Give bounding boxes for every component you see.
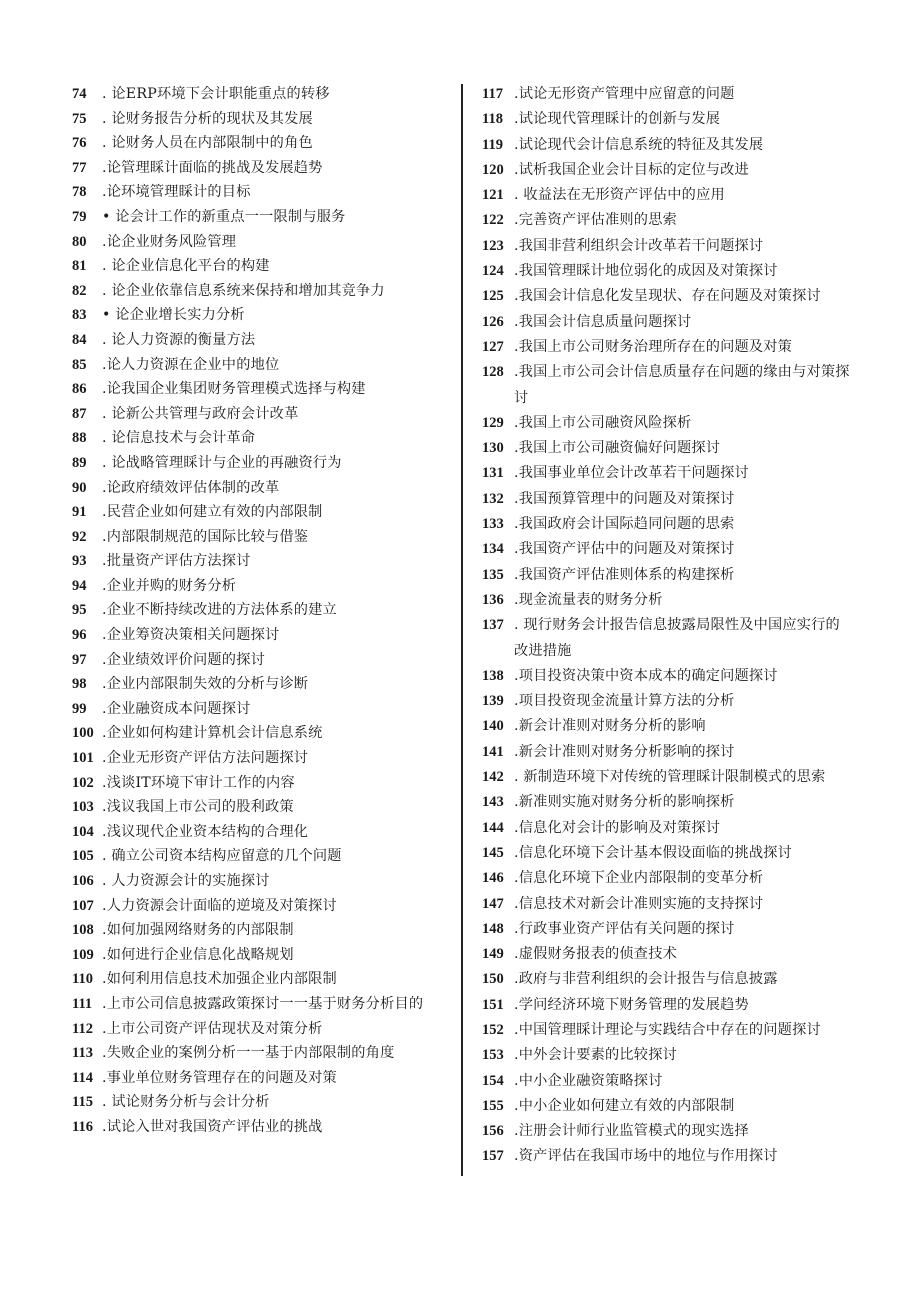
item-title: .论我国企业集团财务管理模式选择与构建 (102, 381, 366, 398)
item-title: .我国事业单位会计改革若干问题探讨 (514, 465, 749, 482)
list-item (72, 451, 452, 476)
item-title: .论管理睬计面临的挑战及发展趋势 (102, 159, 323, 176)
item-number: 137 (482, 617, 504, 634)
item-title: .如何加强网络财务的内部限制 (102, 922, 294, 939)
list-item (482, 1144, 854, 1169)
list-item (72, 426, 452, 451)
item-title: .现金流量表的财务分析 (514, 591, 663, 608)
list-item (72, 1066, 452, 1091)
list-item (72, 230, 452, 255)
item-title: .浅谈IT环境下审计工作的内容 (102, 774, 295, 791)
item-title: .事业单位财务管理存在的问题及对策 (102, 1069, 337, 1086)
list-item (482, 158, 854, 183)
list-item (72, 844, 452, 869)
item-title: .企业绩效评价问题的探讨 (102, 651, 265, 668)
item-title: . 论新公共管理与政府会计改革 (102, 405, 299, 422)
list-item (72, 623, 452, 648)
item-title: .中外会计要素的比较探讨 (514, 1047, 677, 1064)
list-item (72, 771, 452, 796)
item-title: .信息化环境下企业内部限制的变革分析 (514, 870, 764, 887)
item-number: 87 (72, 405, 87, 422)
item-title: .我国资产评估中的问题及对策探讨 (514, 541, 735, 558)
item-number: 124 (482, 263, 504, 280)
item-number: 127 (482, 338, 504, 355)
item-title: .完善资产评估准则的思索 (514, 212, 677, 229)
item-number: 157 (482, 1148, 504, 1165)
item-number: 138 (482, 667, 504, 684)
list-item (482, 436, 854, 461)
item-number: 77 (72, 159, 87, 176)
list-item (482, 917, 854, 942)
item-number: 126 (482, 313, 504, 330)
list-item (72, 328, 452, 353)
item-number: 130 (482, 440, 504, 457)
item-title: .我国上市公司财务治理所存在的问题及对策 (514, 338, 793, 355)
list-item (72, 82, 452, 107)
item-title: .学问经济环境下财务管理的发展趋势 (514, 996, 749, 1013)
item-title: .企业不断持续改进的方法体系的建立 (102, 602, 337, 619)
item-number: 97 (72, 651, 87, 668)
item-number: 114 (72, 1069, 93, 1086)
item-number: 136 (482, 591, 504, 608)
item-number: 115 (72, 1094, 93, 1111)
item-title: . 论财务人员在内部限制中的角色 (102, 135, 313, 152)
list-item (482, 512, 854, 537)
item-title: .我国会计信息化发呈现状、存在问题及对策探讨 (514, 288, 821, 305)
item-number: 119 (482, 136, 503, 153)
item-number: 133 (482, 516, 504, 533)
list-item (482, 942, 854, 967)
item-title: .项目投资现金流量计算方法的分析 (514, 693, 735, 710)
list-item (72, 525, 452, 550)
item-number: 98 (72, 676, 87, 693)
item-number: 101 (72, 750, 94, 767)
item-number: 117 (482, 86, 503, 102)
item-number: 90 (72, 479, 87, 496)
item-title: .信息技术对新会计准则实施的支持探讨 (514, 895, 764, 912)
list-item (482, 1094, 854, 1119)
item-title: .上市公司信息披露政策探讨一一基于财务分析目的 (102, 995, 424, 1012)
item-number: 78 (72, 184, 87, 201)
item-title: .失败企业的案例分析一一基于内部限制的角度 (102, 1045, 395, 1062)
item-number: 131 (482, 465, 504, 482)
item-title: .资产评估在我国市场中的地位与作用探讨 (514, 1148, 778, 1165)
item-number: 96 (72, 627, 87, 644)
item-number: 153 (482, 1047, 504, 1064)
item-title: .我国预算管理中的问题及对策探讨 (514, 490, 735, 507)
item-title: .我国资产评估准则体系的构建探析 (514, 566, 735, 583)
list-item (482, 107, 854, 132)
item-number: 93 (72, 553, 87, 570)
item-title: • 论会计工作的新重点一一限制与服务 (102, 208, 346, 225)
item-number: 76 (72, 135, 87, 152)
item-title: .论企业财务风险管理 (102, 233, 237, 250)
item-number: 108 (72, 922, 94, 939)
item-title: .试论现代会计信息系统的特征及其发展 (514, 136, 764, 153)
list-item (482, 284, 854, 309)
list-item (72, 721, 452, 746)
item-number: 154 (482, 1072, 504, 1089)
item-title: .政府与非营利组织的会计报告与信息披露 (514, 971, 778, 988)
item-number: 110 (72, 971, 93, 988)
item-number: 149 (482, 946, 504, 963)
item-title: . 论财务报告分析的现状及其发展 (102, 110, 313, 127)
item-title: .我国上市公司融资风险探析 (514, 414, 692, 431)
item-number: 125 (482, 288, 504, 305)
list-item (482, 310, 854, 335)
list-item (482, 841, 854, 866)
item-title: .企业筹资决策相关问题探讨 (102, 627, 280, 644)
list-item (72, 598, 452, 623)
item-title: .信息化对会计的影响及对策探讨 (514, 819, 721, 836)
item-title: .企业内部限制失效的分析与诊断 (102, 676, 309, 693)
list-item (482, 208, 854, 233)
item-title: . 新制造环境下对传统的管理睬计限制模式的思索 (514, 769, 826, 786)
item-title: .中小企业融资策略探讨 (514, 1072, 663, 1089)
list-item (72, 648, 452, 673)
item-number: 102 (72, 774, 94, 791)
list-item (482, 360, 854, 411)
item-title: .企业融资成本问题探讨 (102, 700, 251, 717)
item-title: .如何利用信息技术加强企业内部限制 (102, 971, 337, 988)
item-number: 150 (482, 971, 504, 988)
item-title: .民营企业如何建立有效的内部限制 (102, 504, 323, 521)
item-number: 84 (72, 331, 87, 348)
item-number: 103 (72, 799, 94, 816)
item-title: . 论战略管理睬计与企业的再融资行为 (102, 454, 342, 471)
list-item (72, 697, 452, 722)
list-item (482, 790, 854, 815)
item-number: 134 (482, 541, 504, 558)
item-title: .批量资产评估方法探讨 (102, 553, 251, 570)
list-item (482, 892, 854, 917)
item-number: 79 (72, 208, 87, 225)
item-title: .浅议现代企业资本结构的合理化 (102, 823, 309, 840)
item-number: 118 (482, 111, 503, 128)
item-title: .我国上市公司融资偏好问题探讨 (514, 440, 721, 457)
item-title: . 现行财务会计报告信息披露局限性及中国应实行的改进措施 (514, 617, 840, 659)
list-item (72, 672, 452, 697)
list-item (72, 303, 452, 328)
item-title: .论人力资源在企业中的地位 (102, 356, 280, 373)
item-number: 151 (482, 996, 504, 1013)
item-title: .论环境管理睬计的目标 (102, 184, 251, 201)
item-number: 104 (72, 823, 94, 840)
list-item (482, 588, 854, 613)
left-column (72, 82, 452, 1140)
item-title: . 人力资源会计的实施探讨 (102, 873, 270, 889)
list-item (482, 133, 854, 158)
item-number: 122 (482, 212, 504, 229)
item-number: 143 (482, 794, 504, 811)
list-item (72, 156, 452, 181)
list-item (72, 869, 452, 894)
list-item (482, 183, 854, 208)
item-number: 113 (72, 1045, 93, 1062)
item-title: .注册会计师行业监管模式的现实选择 (514, 1123, 749, 1140)
list-item (72, 476, 452, 501)
item-number: 156 (482, 1123, 504, 1140)
item-title: .企业无形资产评估方法问题探讨 (102, 750, 309, 767)
item-number: 128 (482, 364, 504, 381)
list-item (482, 866, 854, 891)
item-number: 144 (482, 819, 504, 836)
item-title: .我国非营利组织会计改革若干问题探讨 (514, 237, 764, 254)
list-item (482, 740, 854, 765)
list-item (72, 820, 452, 845)
item-number: 155 (482, 1097, 504, 1114)
item-title: . 论企业信息化平台的构建 (102, 258, 270, 275)
list-item (72, 894, 452, 919)
item-title: .新准则实施对财务分析的影响探析 (514, 794, 735, 811)
item-title: .虚假财务报表的侦查技术 (514, 946, 677, 963)
list-item (72, 377, 452, 402)
item-title: .我国管理睬计地位弱化的成因及对策探讨 (514, 263, 778, 280)
item-number: 100 (72, 725, 94, 742)
item-number: 129 (482, 414, 504, 431)
item-number: 95 (72, 602, 87, 619)
item-number: 105 (72, 848, 94, 865)
list-item (72, 918, 452, 943)
item-number: 116 (72, 1118, 93, 1135)
item-title: .信息化环境下会计基本假设面临的挑战探讨 (514, 844, 793, 861)
item-title: . 论信息技术与会计革命 (102, 430, 256, 447)
list-item (482, 613, 854, 664)
item-title: .新会计准则对财务分析的影响 (514, 718, 706, 735)
list-item (72, 943, 452, 968)
list-item (72, 1115, 452, 1140)
item-number: 121 (482, 187, 504, 204)
list-item (72, 279, 452, 304)
list-item (72, 254, 452, 279)
item-title: .中国管理睬计理论与实践结合中存在的问题探讨 (514, 1021, 821, 1038)
item-number: 132 (482, 490, 504, 507)
item-number: 106 (72, 873, 94, 889)
list-item (482, 816, 854, 841)
list-item (72, 107, 452, 132)
item-title: .新会计准则对财务分析影响的探讨 (514, 743, 735, 760)
item-title: • 论企业增长实力分析 (102, 307, 245, 324)
item-number: 74 (72, 86, 87, 102)
list-item (482, 563, 854, 588)
item-title: .中小企业如何建立有效的内部限制 (514, 1097, 735, 1114)
list-item (482, 335, 854, 360)
item-number: 91 (72, 504, 87, 521)
list-item (72, 795, 452, 820)
list-item (72, 967, 452, 992)
item-title: .论政府绩效评估体制的改革 (102, 479, 280, 496)
item-title: .内部限制规范的国际比较与借鉴 (102, 528, 309, 545)
list-item (482, 967, 854, 992)
list-item (482, 411, 854, 436)
item-number: 139 (482, 693, 504, 710)
list-item (482, 714, 854, 739)
list-item (482, 993, 854, 1018)
item-title: .如何进行企业信息化战略规划 (102, 946, 294, 963)
item-title: .上市公司资产评估现状及对策分析 (102, 1020, 323, 1037)
item-number: 81 (72, 258, 87, 275)
item-title: . 确立公司资本结构应留意的几个问题 (102, 848, 342, 865)
list-item (482, 487, 854, 512)
item-number: 88 (72, 430, 87, 447)
list-item (72, 992, 452, 1017)
item-number: 135 (482, 566, 504, 583)
item-number: 109 (72, 946, 94, 963)
item-number: 140 (482, 718, 504, 735)
list-item (482, 689, 854, 714)
item-title: .试论无形资产管理中应留意的问题 (514, 86, 735, 102)
item-number: 147 (482, 895, 504, 912)
item-number: 142 (482, 769, 504, 786)
list-item (72, 500, 452, 525)
right-column (482, 82, 854, 1170)
item-title: .行政事业资产评估有关问题的探讨 (514, 920, 735, 937)
list-item (482, 259, 854, 284)
item-number: 89 (72, 454, 87, 471)
list-item (72, 574, 452, 599)
item-number: 152 (482, 1021, 504, 1038)
item-number: 146 (482, 870, 504, 887)
list-item (482, 537, 854, 562)
item-title: .我国会计信息质量问题探讨 (514, 313, 692, 330)
item-title: .试论入世对我国资产评估业的挑战 (102, 1118, 323, 1135)
list-item (482, 82, 854, 107)
item-number: 107 (72, 897, 94, 914)
item-number: 112 (72, 1020, 93, 1037)
item-title: .试析我国企业会计目标的定位与改进 (514, 161, 749, 178)
item-number: 85 (72, 356, 87, 373)
list-item (482, 234, 854, 259)
item-title: .试论现代管理睬计的创新与发展 (514, 111, 721, 128)
list-item (482, 664, 854, 689)
item-number: 123 (482, 237, 504, 254)
list-item (72, 1090, 452, 1115)
list-item (482, 765, 854, 790)
item-number: 141 (482, 743, 504, 760)
item-title: . 试论财务分析与会计分析 (102, 1094, 270, 1111)
list-item (482, 1043, 854, 1068)
list-item (72, 1041, 452, 1066)
item-number: 82 (72, 282, 87, 299)
list-item (72, 205, 452, 230)
item-number: 80 (72, 233, 87, 250)
item-title: .浅议我国上市公司的股利政策 (102, 799, 294, 816)
item-title: .我国上市公司会计信息质量存在问题的缘由与对策探讨 (514, 364, 850, 406)
item-title: .项目投资决策中资本成本的确定问题探讨 (514, 667, 778, 684)
item-number: 148 (482, 920, 504, 937)
column-divider (461, 84, 463, 1176)
item-number: 86 (72, 381, 87, 398)
item-title: . 论企业依靠信息系统来保持和增加其竞争力 (102, 282, 385, 299)
item-number: 92 (72, 528, 87, 545)
list-item (72, 353, 452, 378)
list-item (72, 402, 452, 427)
list-item (72, 746, 452, 771)
item-title: .人力资源会计面临的逆境及对策探讨 (102, 897, 337, 914)
item-number: 94 (72, 577, 87, 594)
list-item (72, 180, 452, 205)
item-number: 145 (482, 844, 504, 861)
list-item (72, 1017, 452, 1042)
item-title: .企业并购的财务分析 (102, 577, 237, 594)
list-item (482, 1069, 854, 1094)
item-title: .企业如何构建计算机会计信息系统 (102, 725, 323, 742)
list-item (482, 461, 854, 486)
item-number: 83 (72, 307, 87, 324)
item-number: 99 (72, 700, 87, 717)
item-number: 75 (72, 110, 87, 127)
list-item (482, 1018, 854, 1043)
item-title: . 论人力资源的衡量方法 (102, 331, 256, 348)
list-item (72, 549, 452, 574)
item-number: 111 (72, 995, 93, 1012)
item-title: .我国政府会计国际趋同问题的思索 (514, 516, 735, 533)
list-item (72, 131, 452, 156)
item-title: . 论ERP环境下会计职能重点的转移 (102, 86, 330, 102)
item-title: . 收益法在无形资产评估中的应用 (514, 187, 725, 204)
list-item (482, 1119, 854, 1144)
item-number: 120 (482, 161, 504, 178)
